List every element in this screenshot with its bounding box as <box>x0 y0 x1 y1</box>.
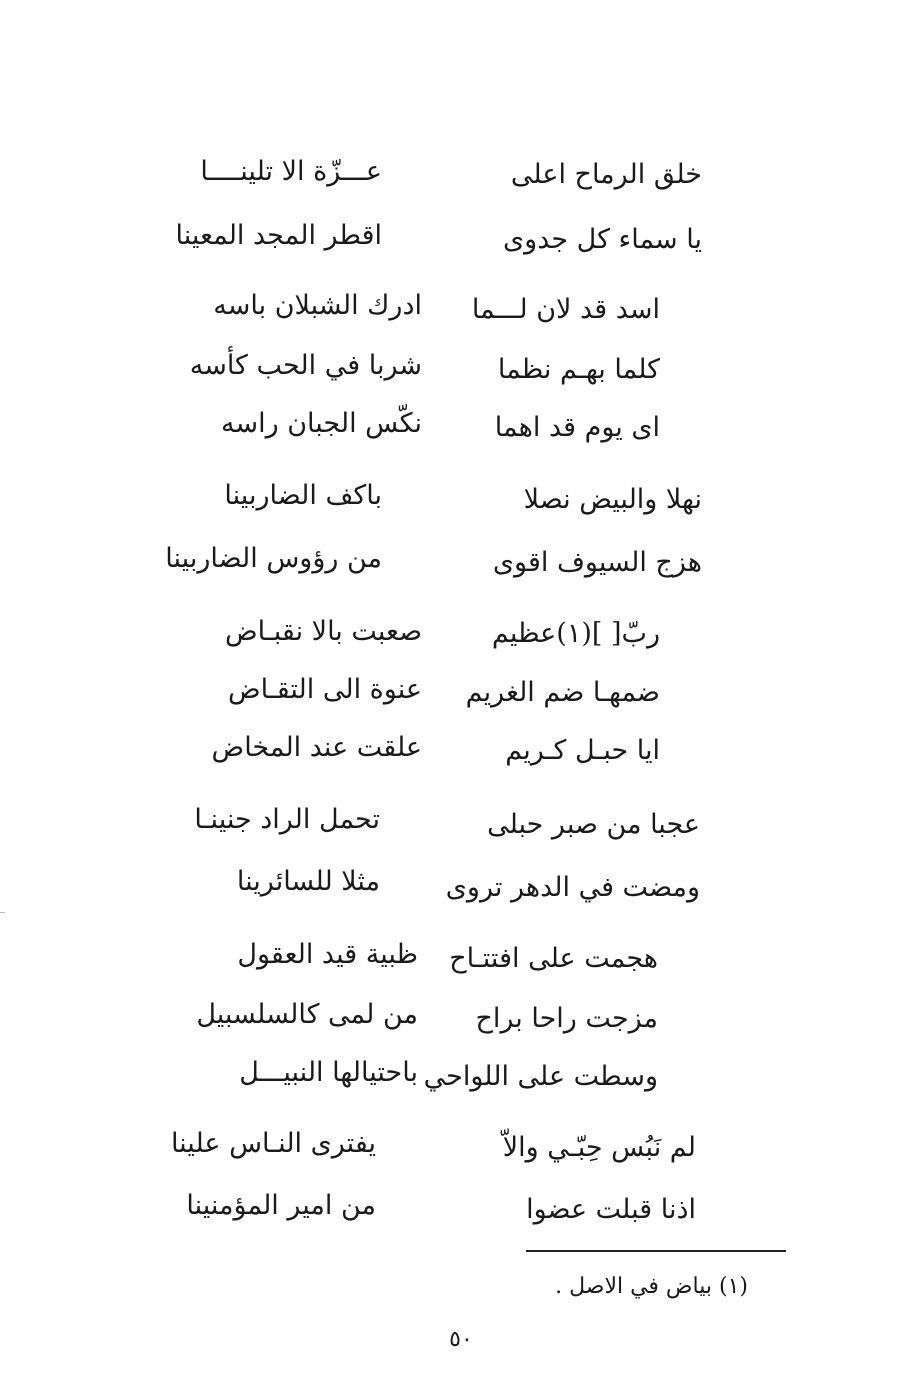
verse-right: هزج السيوف اقوى <box>492 547 702 578</box>
verse-left: اقطر المجد المعينا <box>175 220 382 251</box>
footnote: (١) بياض في الاصل . <box>555 1274 748 1299</box>
verse-left: تحمل الراد جنينـا <box>194 804 380 835</box>
verse-left: باكف الضاربينا <box>224 480 382 511</box>
verse-left: من رؤوس الضاربينا <box>165 543 382 574</box>
verse-right: يا سماء كل جدوى <box>503 224 702 255</box>
verse-left: ظبية قيد العقول <box>237 939 418 970</box>
margin-mark <box>0 912 5 913</box>
verse-right: اى يوم قد اهما <box>494 412 660 443</box>
verse-right: اسد قد لان لـــما <box>471 294 660 325</box>
verse-left: من لمى كالسلسبيل <box>196 999 418 1030</box>
verse-left: باحتيالها النبيـــل <box>239 1057 418 1088</box>
verse-left: عنوة الى التقـاض <box>227 674 422 705</box>
verse-left: من امير المؤمنينا <box>186 1190 376 1221</box>
verse-left: علقت عند المخاض <box>211 732 422 763</box>
verse-left: يفترى النـاس علينا <box>170 1128 376 1159</box>
verse-right: ربّ[ ](١)عظيم <box>491 618 660 649</box>
verse-right: ومضت في الدهر تروى <box>445 872 700 903</box>
verse-right: خلق الرماح اعلى <box>510 159 702 190</box>
footnote-divider <box>526 1250 786 1252</box>
verse-right: لم نَبُس حِبّـي والاّ <box>502 1132 696 1163</box>
verse-right: عجبا من صبر حبلى <box>487 809 700 840</box>
page-number: ٥٠ <box>449 1327 473 1352</box>
verse-right: كلما بهـم نظما <box>497 354 660 385</box>
verse-left: مثلا للسائرينا <box>236 866 380 897</box>
verse-right: مزجت راحا براح <box>475 1003 658 1034</box>
verse-right: ايا حبـل كـريم <box>505 735 660 766</box>
verse-right: نهلا والبيض نصلا <box>523 484 702 515</box>
verse-right: وسطت على اللواحي <box>423 1061 658 1092</box>
verse-right: هجمت على افتتـاح <box>449 943 658 974</box>
verse-right: اذنا قبلت عضوا <box>526 1194 696 1225</box>
verse-right: ضمهـا ضم الغريم <box>465 677 660 708</box>
verse-left: شربا في الحب كأسه <box>189 350 422 381</box>
verse-left: صعبت بالا نقبـاض <box>224 616 422 647</box>
verse-left: نكّس الجبان راسه <box>220 408 422 439</box>
verse-left: عـــزّة الا تلينــــا <box>200 156 382 187</box>
verse-left: ادرك الشبلان باسه <box>213 290 422 321</box>
